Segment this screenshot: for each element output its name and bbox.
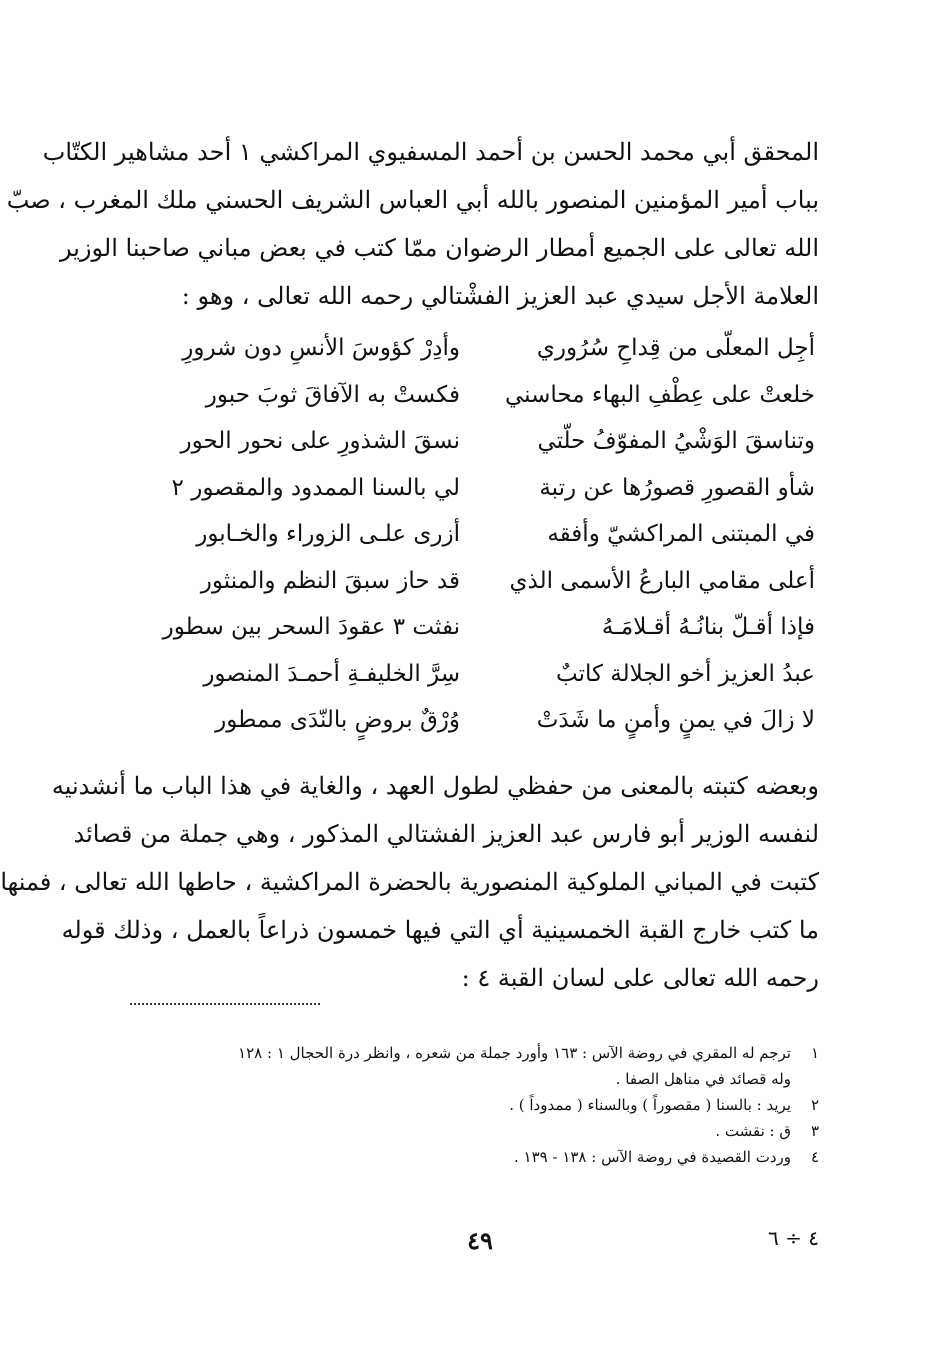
verse-second-hemistich: وأدِرْ كؤوسَ الأنسِ دون شرورِ (182, 335, 460, 361)
verse-second-hemistich: لي بالسنا الممدود والمقصور ٢ (171, 474, 460, 501)
poem-verse (115, 511, 815, 558)
verse-first-hemistich: عبدُ العزيز أخو الجلالة كاتبٌ (556, 660, 815, 687)
intro-line: بباب أمير المؤمنين المنصور بالله أبي العباس الشريف الحسني ملك المغرب ، صبّ (6, 186, 819, 214)
footnote-number: ١ (810, 1044, 819, 1062)
poem-verse (115, 372, 815, 419)
poem-verse (115, 418, 815, 465)
poem-verse (115, 325, 815, 372)
verse-second-hemistich: فكستْ به الآفاقَ ثوبَ حبور (205, 381, 460, 408)
footnote-text: يريد : بالسنا ( مقصوراً ) وبالسناء ( ممدوداً ) . (509, 1096, 791, 1114)
footnote-text: ترجم له المقري في روضة الآس : ١٦٣ وأورد جملة من شعره ، وانظر درة الحجال ١ : ١٢٨ (238, 1044, 791, 1062)
poem (115, 325, 815, 744)
printer-signature: ٤ ÷ ٦ (768, 1226, 819, 1250)
footnote-separator (130, 1003, 320, 1005)
outro-line: لنفسه الوزير أبو فارس عبد العزيز الفشتالي المذكور ، وهي جملة من قصائد (73, 820, 819, 848)
verse-second-hemistich: نفثت ٣ عقودَ السحر بين سطور (162, 614, 460, 640)
outro-line: كتبت في المباني الملوكية المنصورية بالحضرة المراكشية ، حاطها الله تعالى ، فمنها (0, 868, 819, 896)
outro-line: ما كتب خارج القبة الخمسينية أي التي فيها خمسون ذراعاً بالعمل ، وذلك قوله (61, 916, 819, 944)
footnote (109, 1144, 819, 1170)
verse-second-hemistich: أزرى علـى الزوراء والخـابور (196, 521, 460, 547)
footnote-number: ٣ (810, 1122, 819, 1140)
page-number: ٤٩ (467, 1226, 493, 1255)
footnote (109, 1040, 819, 1066)
poem-verse (115, 604, 815, 651)
footnotes (109, 1040, 819, 1170)
verse-first-hemistich: أجِل المعلّى من قِداحِ سُرُوري (536, 335, 815, 361)
verse-first-hemistich: أعلى مقامي البارعُ الأسمى الذي (509, 567, 815, 594)
verse-first-hemistich: فإذا أقـلّ بنانُـهُ أقـلامَـهُ (601, 614, 815, 640)
poem-verse (115, 651, 815, 698)
outro-line: رحمه الله تعالى على لسان القبة ٤ : (461, 964, 819, 992)
poem-verse (115, 465, 815, 512)
outro-paragraph (0, 762, 819, 1002)
verse-second-hemistich: قد حاز سبقَ النظم والمنثور (200, 567, 460, 594)
poem-verse (115, 558, 815, 605)
verse-first-hemistich: وتناسقَ الوَشْيُ المفوّفُ حلّتي (537, 428, 815, 454)
footnote-text: وله قصائد في مناهل الصفا . (615, 1070, 791, 1088)
verse-second-hemistich: سِرَّ الخليفـةِ أحمـدَ المنصور (203, 660, 460, 687)
intro-line: المحقق أبي محمد الحسن بن أحمد المسفيوي المراكشي ١ أحد مشاهير الكتّاب (42, 138, 819, 166)
verse-first-hemistich: في المبتنى المراكشيّ وأفقه (547, 521, 815, 547)
footnote-number: ٢ (810, 1096, 819, 1114)
verse-first-hemistich: لا زالَ في يمنٍ وأمنٍ ما شَدَتْ (536, 707, 815, 733)
footnote (109, 1118, 819, 1144)
verse-second-hemistich: نسقَ الشذورِ على نحور الحور (180, 428, 460, 454)
verse-first-hemistich: شأو القصورِ قصورُها عن رتبة (539, 474, 815, 501)
outro-line: وبعضه كتبته بالمعنى من حفظي لطول العهد ، والغاية في هذا الباب ما أنشدنيه (51, 772, 819, 800)
poem-verse (115, 697, 815, 744)
footnote (109, 1092, 819, 1118)
intro-line: العلامة الأجل سيدي عبد العزيز الفشْتالي رحمه الله تعالى ، وهو : (181, 282, 819, 310)
intro-line: الله تعالى على الجميع أمطار الرضوان ممّا كتب في بعض مباني صاحبنا الوزير (60, 234, 819, 262)
intro-paragraph (6, 128, 819, 320)
verse-first-hemistich: خلعتْ على عِطْفِ البهاء محاسني (505, 381, 815, 408)
footnote-number: ٤ (810, 1148, 819, 1166)
footnote-text: ق : نقشت . (715, 1122, 791, 1140)
verse-second-hemistich: وُرْقٌ بروضٍ بالنّدَى ممطور (215, 707, 460, 733)
footnote-continuation (109, 1066, 819, 1092)
footnote-text: وردت القصيدة في روضة الآس : ١٣٨ - ١٣٩ . (513, 1148, 791, 1166)
